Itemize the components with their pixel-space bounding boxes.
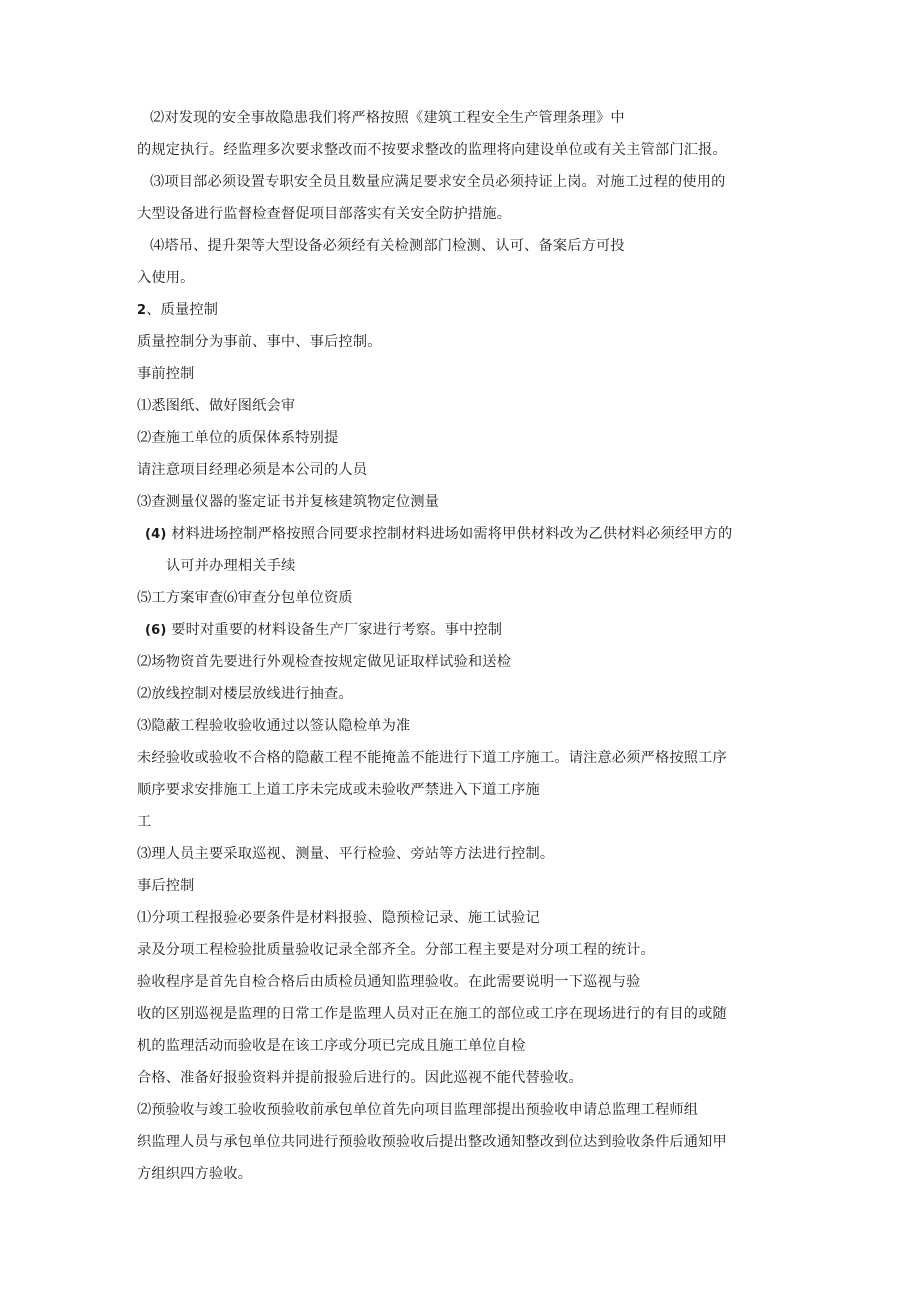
section-heading <box>137 300 218 321</box>
paragraph-line: ⑷塔吊、提升架等大型设备必须经有关检测部门检测、认可、备案后方可投 <box>150 238 625 254</box>
paragraph-line: 的规定执行。经监理多次要求整改而不按要求整改的监理将向建设单位或有关主管部门汇报。 <box>137 142 727 158</box>
paragraph-line: 顺序要求安排施工上道工序未完成或未验收严禁进入下道工序施 <box>137 782 540 798</box>
subheading: 事前控制 <box>137 366 195 382</box>
list-item: ⑶隐蔽工程验收验收通过以签认隐检单为准 <box>137 718 411 734</box>
paragraph-line: 工 <box>137 814 152 830</box>
section-number: 2 <box>137 303 147 318</box>
paragraph-line: 方组织四方验收。 <box>137 1166 253 1182</box>
item-text: 要时对重要的材料设备生产厂家进行考察。事中控制 <box>171 622 503 638</box>
paragraph-line: 质量控制分为事前、事中、事后控制。 <box>137 334 382 350</box>
item-number: (6) <box>145 623 167 638</box>
paragraph-line: 收的区别巡视是监理的日常工作是监理人员对正在施工的部位或工序在现场进行的有目的或随 <box>137 1006 727 1022</box>
paragraph-line: 入使用。 <box>137 270 195 286</box>
list-item <box>145 620 502 641</box>
paragraph-line: 录及分项工程检验批质量验收记录全部齐全。分部工程主要是对分项工程的统计。 <box>137 942 655 958</box>
paragraph-line: 大型设备进行监督检查督促项目部落实有关安全防护措施。 <box>137 206 512 222</box>
paragraph-line: 请注意项目经理必须是本公司的人员 <box>137 462 368 478</box>
list-item: ⑶查测量仪器的鉴定证书并复核建筑物定位测量 <box>137 494 440 510</box>
list-item: ⑵查施工单位的质保体系特别提 <box>137 430 339 446</box>
paragraph-line: 合格、准备好报验资料并提前报验后进行的。因此巡视不能代替验收。 <box>137 1070 584 1086</box>
list-item: ⑵场物资首先要进行外观检查按规定做见证取样试验和送检 <box>137 654 512 670</box>
list-item: ⑸工方案审查⑹审查分包单位资质 <box>137 590 353 606</box>
item-text: 材料进场控制严格按照合同要求控制材料进场如需将甲供材料改为乙供材料必须经甲方的 <box>171 526 733 542</box>
paragraph-line: ⑵对发现的安全事故隐患我们将严格按照《建筑工程安全生产管理条理》中 <box>150 110 625 126</box>
list-item: ⑵放线控制对楼层放线进行抽查。 <box>137 686 353 702</box>
list-item <box>145 524 732 545</box>
subheading: 事后控制 <box>137 878 195 894</box>
paragraph-line: 织监理人员与承包单位共同进行预验收预验收后提出整改通知整改到位达到验收条件后通知甲 <box>137 1134 727 1150</box>
section-title: 、质量控制 <box>146 302 219 318</box>
list-item: ⑴悉图纸、做好图纸会审 <box>137 398 296 414</box>
paragraph-line: 认可并办理相关手续 <box>166 558 296 574</box>
paragraph-line: 机的监理活动而验收是在该工序或分项已完成且施工单位自检 <box>137 1038 526 1054</box>
paragraph-line: ⑶项目部必须设置专职安全员且数量应满足要求安全员必须持证上岗。对施工过程的使用的 <box>150 174 726 190</box>
list-item: ⑵预验收与竣工验收预验收前承包单位首先向项目监理部提出预验收申请总监理工程师组 <box>137 1102 699 1118</box>
paragraph-line: 验收程序是首先自检合格后由质检员通知监理验收。在此需要说明一下巡视与验 <box>137 974 641 990</box>
paragraph-line: 未经验收或验收不合格的隐蔽工程不能掩盖不能进行下道工序施工。请注意必须严格按照工序 <box>137 750 727 766</box>
list-item: ⑶理人员主要采取巡视、测量、平行检验、旁站等方法进行控制。 <box>137 846 555 862</box>
item-number: (4) <box>145 527 167 542</box>
list-item: ⑴分项工程报验必要条件是材料报验、隐预检记录、施工试验记 <box>137 910 540 926</box>
